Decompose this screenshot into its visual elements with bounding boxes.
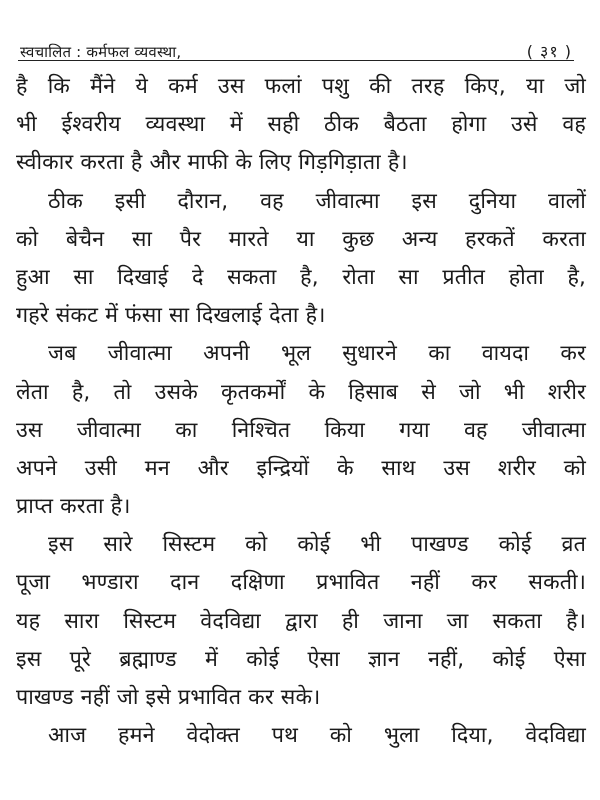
text-line: है कि मैंने ये कर्म उस फलां पशु की तरह किए, या जो [16,74,586,99]
text-line: को बेचैन सा पैर मारते या कुछ अन्य हरकतें करता [16,226,586,252]
body-text [16,68,586,755]
text-line: उस जीवात्मा का निश्चित किया गया वह जीवात्मा [16,417,586,443]
text-line: भी ईश्वरीय व्यवस्था में सही ठीक बैठता होगा उसे वह [16,112,586,138]
text-line: हुआ सा दिखाई दे सकता है, रोता सा प्रतीत होता है, [16,264,586,290]
text-line: आज हमने वेदोक्त पथ को भुला दिया, वेदविद्या [48,723,586,749]
text-line: गहरे संकट में फंसा सा दिखलाई देता है। [16,303,326,329]
running-title: स्वचालित : कर्मफल व्यवस्था, [20,43,182,61]
text-line: प्राप्त करता है। [16,494,131,520]
text-line: पूजा भण्डारा दान दक्षिणा प्रभावित नहीं कर सकती। [16,570,586,596]
text-line: इस पूरे ब्रह्माण्ड में कोई ऐसा ज्ञान नहीं, कोई ऐसा [16,646,586,672]
text-line: पाखण्ड नहीं जो इसे प्रभावित कर सके। [16,685,321,710]
text-line: इस सारे सिस्टम को कोई भी पाखण्ड कोई व्रत [48,532,586,558]
text-line: यह सारा सिस्टम वेदविद्या द्वारा ही जाना जा सकता है। [16,608,586,634]
text-line: लेता है, तो उसके कृतकर्मों के हिसाब से जो भी शरीर [16,379,586,405]
text-line: स्वीकार करता है और माफी के लिए गिड़गिड़ाता है। [16,150,408,176]
page-number: ( ३१ ) [526,42,572,61]
header-rule [18,60,574,61]
text-line: अपने उसी मन और इन्द्रियों के साथ उस शरीर को [16,455,586,481]
text-line: जब जीवात्मा अपनी भूल सुधारने का वायदा कर [48,341,586,367]
text-line: ठीक इसी दौरान, वह जीवात्मा इस दुनिया वालों [48,188,586,214]
page-header [20,34,572,62]
